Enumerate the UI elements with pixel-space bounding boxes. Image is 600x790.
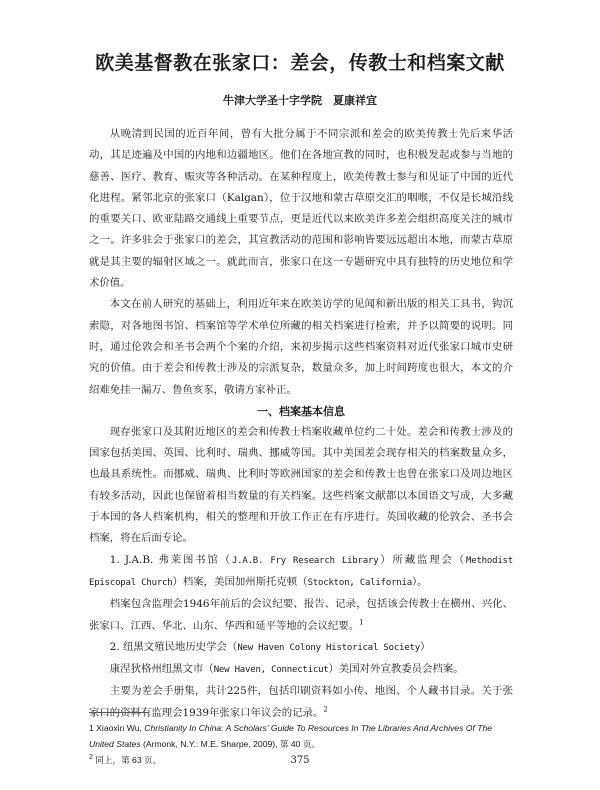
paragraph-archives-overview: 现存张家口及其附近地区的差会和传教士档案收藏单位约二十处。差会和传教士涉及的国家包括美国、英国、比利时、瑞典、挪威等国。其中美国差会现存相关的档案数量众多，也最具系统性。而挪威、瑞典、比利时等欧洲国家的差会和传教士也曾在张家口及周边地区有较多活动，因此也保留着相当数量的有关档案。这些档案文献都以本国语文写成，大多藏于本国的各人档案机构，相关的整理和开放工作正在有序进行。英国收藏的伦敦会、圣书会档案，将在后面专论。 <box>89 425 513 545</box>
item2-location-lead: 康涅狄格州纽黑文市（ <box>109 663 214 676</box>
article-title: 欧美基督教在张家口：差会，传教士和档案文献 <box>95 52 505 74</box>
paragraph-item2-location <box>89 659 513 681</box>
item2-tail: ） <box>419 640 431 653</box>
item1-mid2: ）档案，美国加州斯托克顿（ <box>172 575 308 588</box>
paragraph-item1-detail <box>89 594 513 637</box>
item1-english-1: J.A.B. Fry Research Library <box>231 555 379 566</box>
author-line: 牛津大学圣十字学院 夏康祥宜 <box>223 94 377 107</box>
footnote-1-title: Christianity In China: A Scholars' Guide To Resources In The Libraries And Archives Of The United States <box>89 723 493 749</box>
item2-location-tail: ）美国对外宣教委员会档案。 <box>328 663 464 676</box>
footnote-marker-2[interactable]: 2 <box>323 705 328 714</box>
footnote-1 <box>89 720 513 752</box>
list-item-2 <box>89 637 513 659</box>
item1-mid: ）所藏监理会（ <box>378 553 467 566</box>
item2-lead: 2. 纽黑文殖民地历史学会（ <box>109 640 238 653</box>
item1-tail: ）。 <box>411 575 428 588</box>
footnote-2-text: 同上，第 63 页。 <box>95 755 162 765</box>
footnote-marker-1[interactable]: 1 <box>359 618 364 627</box>
paragraph-item2-detail <box>89 681 513 724</box>
paragraph-intro: 从晚清到民国的近百年间，曾有大批分属于不同宗派和差会的欧美传教士先后来华活动，其足迹遍及中国的内地和边疆地区。他们在各地宣教的同时，也积极发起或参与当地的慈善、医疗、教育、赈灾等各种活动。在某种程度上，欧美传教士参与和见证了中国的近代化进程。紧邻北京的张家口（Kalgan），位于汉地和蒙古草原交汇的咽喉，不仅是长城沿线的重要关口、欧亚陆路交通线上重要节点，更是近代以来欧美许多差会组织高度关注的城市之一。许多驻会于张家口的差会，其宣教活动的范围和影响皆要远远超出本地，而蒙古草原就是其主要的辐射区域之一。就此而言，张家口在这一专题研究中具有独特的历史地位和学术价值。 <box>89 128 513 290</box>
page-number: 375 <box>290 755 310 766</box>
item1-lead: 1. J.A.B. 弗莱图书馆（ <box>109 553 232 566</box>
footnote-1-author: Xiaoxin Wu, <box>96 723 142 733</box>
footnote-1-publisher: (Armonk, N.Y.: M.E. Sharpe, 2009), 第 40 页。 <box>142 739 321 749</box>
item2-detail-text: 主要为差会手册集，共计225件，包括印刷资料如小传、地图、个人藏书目录。关于张家口的资料有监理会1939年张家口年议会的记录。 <box>89 685 513 719</box>
item2-english: New Haven Colony Historical Society <box>237 642 420 653</box>
footnote-divider <box>89 712 149 713</box>
item1-detail-text: 档案包含监理会1946年前后的会议纪要、报告、记录，包括该会传教士在横州、兴化、张家口、江西、华北、山东、华西和延平等地的会议纪要。 <box>89 598 513 632</box>
footnote-1-number: 1 <box>89 723 94 733</box>
paragraph-method: 本文在前人研究的基础上，利用近年来在欧美访学的见闻和新出版的相关工具书，钩沉索隐，对各地图书馆、档案馆等学术单位所藏的相关档案进行检索，并予以简要的说明。同时，通过伦敦会和圣书会两个个案的介绍，来初步揭示这些档案资料对近代张家口城市史研究的价值。由于差会和传教士涉及的宗派复杂，数量众多，加上时间跨度也很大，本文的介绍难免挂一漏万、鲁鱼亥豕，敬请方家补正。 <box>89 298 513 396</box>
footnote-2-number: 2 <box>89 754 93 762</box>
list-item-1 <box>89 550 513 595</box>
item1-english-3: Stockton, California <box>307 577 412 588</box>
item1-english-2: Methodist Episcopal Church <box>89 555 513 588</box>
section-heading: 一、档案基本信息 <box>257 404 345 418</box>
article-body <box>89 124 513 724</box>
item2-location-english: New Haven, Connecticut <box>213 665 329 676</box>
